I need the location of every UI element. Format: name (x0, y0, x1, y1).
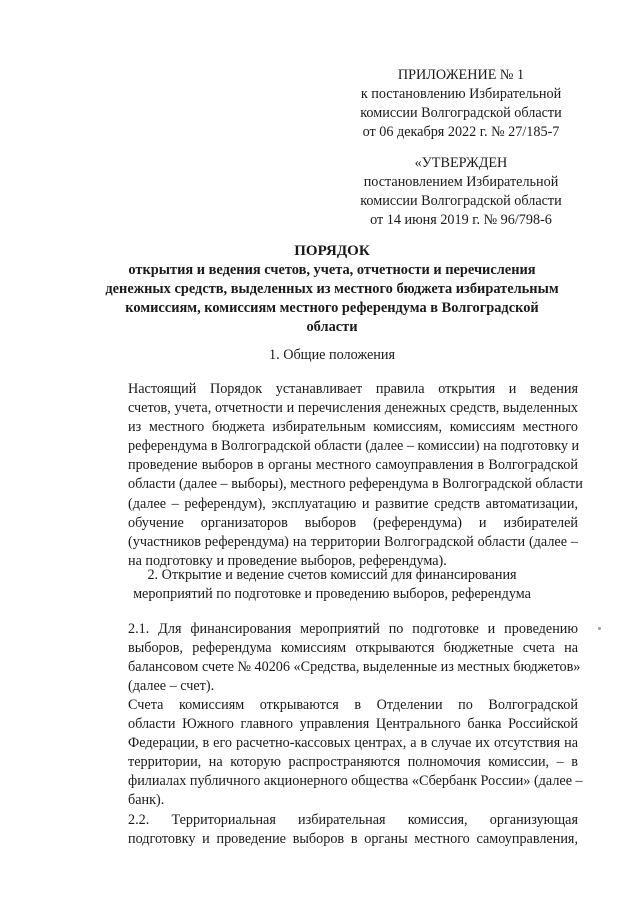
approved-block (330, 154, 592, 230)
document-title (88, 242, 576, 337)
paragraph-line: филиалах публичного акционерного общества «Сбербанк России» (далее – (128, 773, 583, 790)
paragraph-line: счетов, учета, отчетности и перечисления денежных средств, выделенных (128, 400, 578, 417)
section-2-heading-line: мероприятий по подготовке и проведению выборов, референдума (133, 586, 531, 602)
paragraph-line: (далее – счет). (128, 678, 215, 695)
paragraph-line: из местного бюджета избирательным комиссиям, комиссиям местного (128, 419, 578, 436)
paragraph-line: выборов, референдума комиссиям открываются бюджетные счета на (128, 640, 578, 657)
document-title-line: комиссиям, комиссиям местного референдума в Волгоградской (125, 300, 539, 316)
paragraph-line: банк). (128, 792, 165, 809)
paragraph-line: 2.2. Территориальная избирательная комиссия, организующая (128, 812, 578, 828)
appendix-line: комиссии Волгоградской области (360, 105, 562, 121)
document-title-main: ПОРЯДОК (294, 243, 370, 259)
scan-dot-mark (598, 627, 601, 630)
paragraph-line: (участников референдума) на территории Волгоградской области (далее – (128, 533, 578, 550)
section-2-heading (88, 566, 576, 604)
document-title-line: открытия и ведения счетов, учета, отчетности и перечисления (128, 262, 536, 278)
paragraph-line: проведение выборов в органы местного самоуправления в Волгоградской (128, 457, 578, 474)
appendix-block (330, 66, 592, 142)
section-2-heading-line: 2. Открытие и ведение счетов комиссий для финансирования (147, 567, 517, 583)
appendix-line: к постановлению Избирательной (360, 86, 562, 102)
appendix-title: ПРИЛОЖЕНИЕ № 1 (397, 67, 525, 83)
paragraph-line: Счета комиссиям открываются в Отделении по Волгоградской (128, 697, 578, 713)
paragraph-line: области Южного главного управления Центрального банка Российской (128, 716, 578, 733)
paragraph-line: области (далее – выборы), местного референдума в Волгоградской области (128, 476, 583, 493)
paragraph-line: территории, на которую распространяются полномочия комиссии, – в (128, 754, 578, 771)
paragraph-line: Настоящий Порядок устанавливает правила открытия и ведения (128, 381, 578, 397)
section-1-heading: 1. Общие положения (269, 347, 395, 363)
section-1-paragraph (88, 380, 583, 571)
paragraph-line: балансовом счете № 40206 «Средства, выделенные из местных бюджетов» (128, 659, 581, 676)
section-2-paragraph-2-2 (88, 811, 578, 849)
paragraph-line: 2.1. Для финансирования мероприятий по подготовке и проведению (128, 621, 578, 637)
paragraph-line: Федерации, в его расчетно-кассовых центрах, а в случае их отсутствия на (128, 735, 578, 752)
paragraph-line: референдума в Волгоградской области (далее – комиссии) на подготовку и (128, 438, 580, 455)
paragraph-line: обучение организаторов выборов (референдума) и избирателей (128, 514, 578, 531)
approved-title: «УТВЕРЖДЕН (414, 155, 508, 171)
section-2-paragraph-banks (88, 696, 583, 811)
appendix-line: от 06 декабря 2022 г. № 27/185-7 (362, 124, 560, 140)
approved-line: комиссии Волгоградской области (360, 193, 562, 209)
paragraph-line: (далее – референдум), эксплуатацию и развитие средств автоматизации, (128, 495, 578, 512)
paragraph-line: подготовку и проведение выборов в органы местного самоуправления, (128, 831, 578, 848)
section-2-paragraph-2-1 (88, 620, 581, 696)
paragraph-line: на подготовку и проведение выборов, референдума). (128, 552, 447, 569)
document-title-line: денежных средств, выделенных из местного бюджета избирательным (105, 281, 559, 297)
document-title-line: области (306, 319, 358, 335)
approved-line: от 14 июня 2019 г. № 96/798-6 (370, 212, 552, 228)
approved-line: постановлением Избирательной (363, 174, 559, 190)
